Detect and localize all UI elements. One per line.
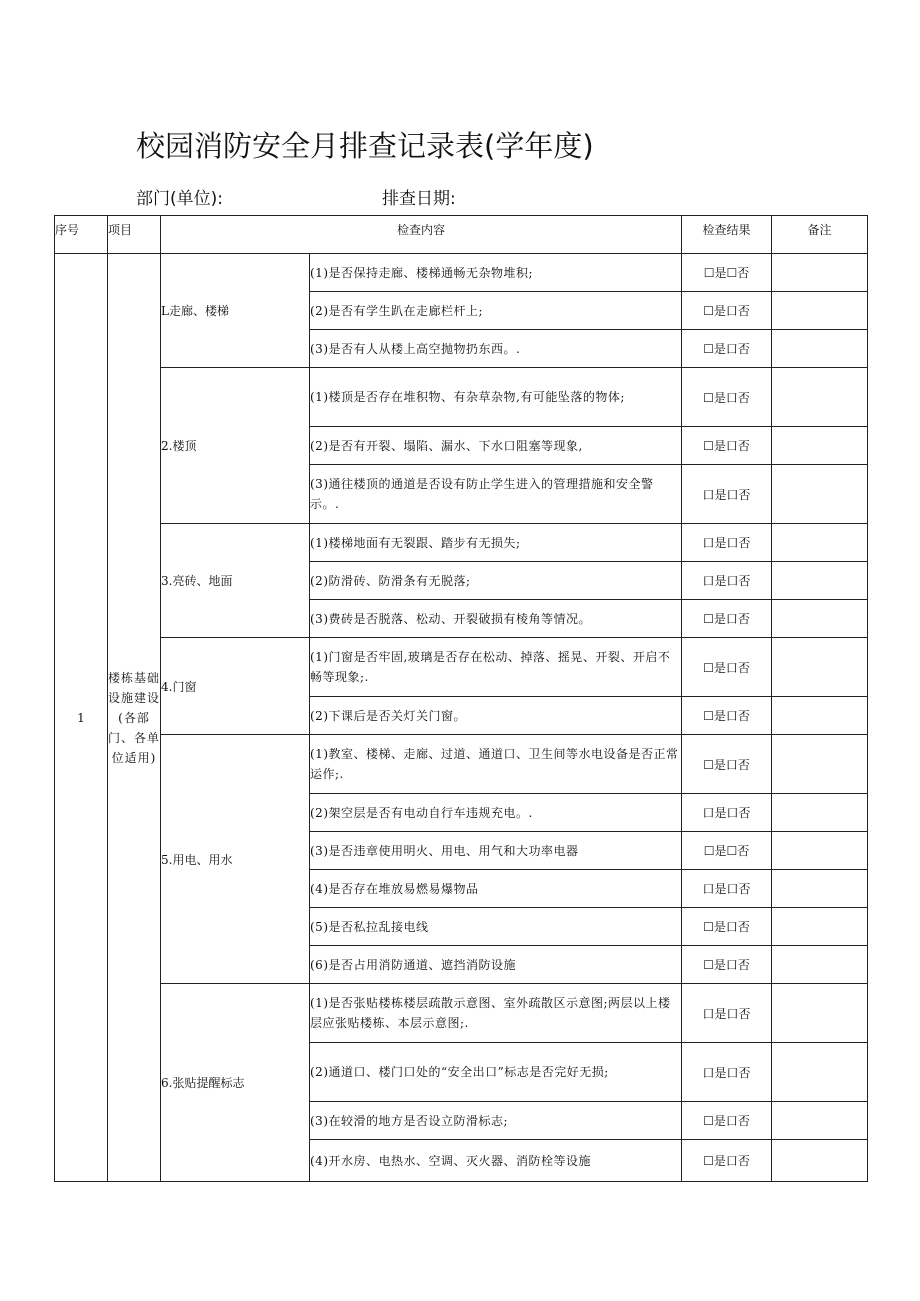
subitem-doors-windows: 4.门窗 xyxy=(161,638,310,735)
result-checkbox[interactable]: 口是口否 xyxy=(682,524,772,562)
remark-cell[interactable] xyxy=(772,562,868,600)
table-row xyxy=(55,368,868,427)
result-checkbox[interactable]: ☐是口否 xyxy=(682,600,772,638)
check-item: (2)是否有学生趴在走廊栏杆上; xyxy=(310,292,682,330)
check-item: (1)楼梯地面有无裂跟、踏步有无损失; xyxy=(310,524,682,562)
check-item: (3)是否有人从楼上高空抛物扔东西。. xyxy=(310,330,682,368)
result-checkbox[interactable]: ☐是口否 xyxy=(682,697,772,735)
result-checkbox[interactable]: 口是口否 xyxy=(682,1043,772,1102)
remark-cell[interactable] xyxy=(772,1102,868,1140)
remark-cell[interactable] xyxy=(772,908,868,946)
table-row xyxy=(55,735,868,794)
table-row xyxy=(55,984,868,1043)
result-checkbox[interactable]: ☐是☐否 xyxy=(682,832,772,870)
table-row xyxy=(55,638,868,697)
check-item: (2)防滑砖、防滑条有无脱落; xyxy=(310,562,682,600)
check-item: (1)教室、楼梯、走廊、过道、通道口、卫生间等水电设备是否正常运作;. xyxy=(310,735,682,794)
result-checkbox[interactable]: ☐是口否 xyxy=(682,292,772,330)
table-row xyxy=(55,254,868,292)
remark-cell[interactable] xyxy=(772,1140,868,1182)
subitem-tiles-floor: 3.亮砖、地面 xyxy=(161,524,310,638)
result-checkbox[interactable]: ☐是口否 xyxy=(682,908,772,946)
check-item: (2)架空层是否有电动自行车违规充电。. xyxy=(310,794,682,832)
remark-cell[interactable] xyxy=(772,794,868,832)
check-item: (2)通道口、楼门口处的“安全出口”标志是否完好无损; xyxy=(310,1043,682,1102)
remark-cell[interactable] xyxy=(772,638,868,697)
remark-cell[interactable] xyxy=(772,292,868,330)
inspection-table xyxy=(54,215,868,1182)
table-row xyxy=(55,524,868,562)
category-cell: 楼栋基础设施建设(各部门、各单位适用) xyxy=(108,254,161,1182)
check-item: (3)通往楼顶的通道是否设有防止学生进入的管理措施和安全警示。. xyxy=(310,465,682,524)
result-checkbox[interactable]: ☐是☐否 xyxy=(682,254,772,292)
remark-cell[interactable] xyxy=(772,330,868,368)
result-checkbox[interactable]: 口是口否 xyxy=(682,984,772,1043)
remark-cell[interactable] xyxy=(772,946,868,984)
page-title: 校园消防安全月排查记录表(学年度) xyxy=(136,129,594,163)
result-checkbox[interactable]: 口是口否 xyxy=(682,870,772,908)
check-item: (5)是否私拉乱接电线 xyxy=(310,908,682,946)
remark-cell[interactable] xyxy=(772,368,868,427)
subitem-electricity-water: 5.用电、用水 xyxy=(161,735,310,984)
remark-cell[interactable] xyxy=(772,735,868,794)
check-item: (4)开水房、电热水、空调、灭火器、消防栓等设施 xyxy=(310,1140,682,1182)
header-content: 检查内容 xyxy=(161,216,682,254)
check-item: (3)费砖是否脱落、松动、开裂破损有棱角等情况。 xyxy=(310,600,682,638)
header-no: 序号 xyxy=(55,216,108,254)
subitem-signage: 6.张贴提醒标志 xyxy=(161,984,310,1182)
result-checkbox[interactable]: ☐是口否 xyxy=(682,330,772,368)
remark-cell[interactable] xyxy=(772,1043,868,1102)
check-item: (3)是否违章使用明火、用电、用气和大功率电器 xyxy=(310,832,682,870)
remark-cell[interactable] xyxy=(772,600,868,638)
table-header-row xyxy=(55,216,868,254)
result-checkbox[interactable]: ☐是口否 xyxy=(682,427,772,465)
remark-cell[interactable] xyxy=(772,832,868,870)
result-checkbox[interactable]: 口是口否 xyxy=(682,562,772,600)
remark-cell[interactable] xyxy=(772,254,868,292)
department-label: 部门(单位): xyxy=(136,189,223,209)
result-checkbox[interactable]: ☐是口否 xyxy=(682,946,772,984)
check-item: (6)是否占用消防通道、遮挡消防设施 xyxy=(310,946,682,984)
remark-cell[interactable] xyxy=(772,427,868,465)
result-checkbox[interactable]: ☐是口否 xyxy=(682,368,772,427)
remark-cell[interactable] xyxy=(772,465,868,524)
check-item: (3)在较滑的地方是否设立防滑标志; xyxy=(310,1102,682,1140)
check-item: (1)楼顶是否存在堆积物、有杂草杂物,有可能坠落的物体; xyxy=(310,368,682,427)
row-number: 1 xyxy=(55,254,108,1182)
subitem-rooftop: 2.楼顶 xyxy=(161,368,310,524)
check-item: (2)是否有开裂、塌陷、漏水、下水口阻塞等现象, xyxy=(310,427,682,465)
check-item: (1)门窗是否牢固,玻璃是否存在松动、掉落、摇晃、开裂、开启不畅等现象;. xyxy=(310,638,682,697)
result-checkbox[interactable]: 口是口否 xyxy=(682,794,772,832)
result-checkbox[interactable]: ☐是口否 xyxy=(682,735,772,794)
check-item: (4)是否存在堆放易燃易爆物品 xyxy=(310,870,682,908)
result-checkbox[interactable]: ☐是口否 xyxy=(682,638,772,697)
result-checkbox[interactable]: ☐是口否 xyxy=(682,1140,772,1182)
remark-cell[interactable] xyxy=(772,697,868,735)
remark-cell[interactable] xyxy=(772,524,868,562)
inspection-date-label: 排查日期: xyxy=(382,189,456,209)
remark-cell[interactable] xyxy=(772,870,868,908)
check-item: (1)是否张贴楼栋楼层疏散示意图、室外疏散区示意图;两层以上楼层应张贴楼栋、本层示意图;. xyxy=(310,984,682,1043)
result-checkbox[interactable]: 口是口否 xyxy=(682,465,772,524)
check-item: (1)是否保持走廊、楼梯通畅无杂物堆积; xyxy=(310,254,682,292)
header-result: 检查结果 xyxy=(682,216,772,254)
remark-cell[interactable] xyxy=(772,984,868,1043)
check-item: (2)下课后是否关灯关门窗。 xyxy=(310,697,682,735)
header-remark: 备注 xyxy=(772,216,868,254)
subitem-corridor-stairs: L走廊、楼梯 xyxy=(161,254,310,368)
result-checkbox[interactable]: ☐是口否 xyxy=(682,1102,772,1140)
header-item: 项目 xyxy=(108,216,161,254)
